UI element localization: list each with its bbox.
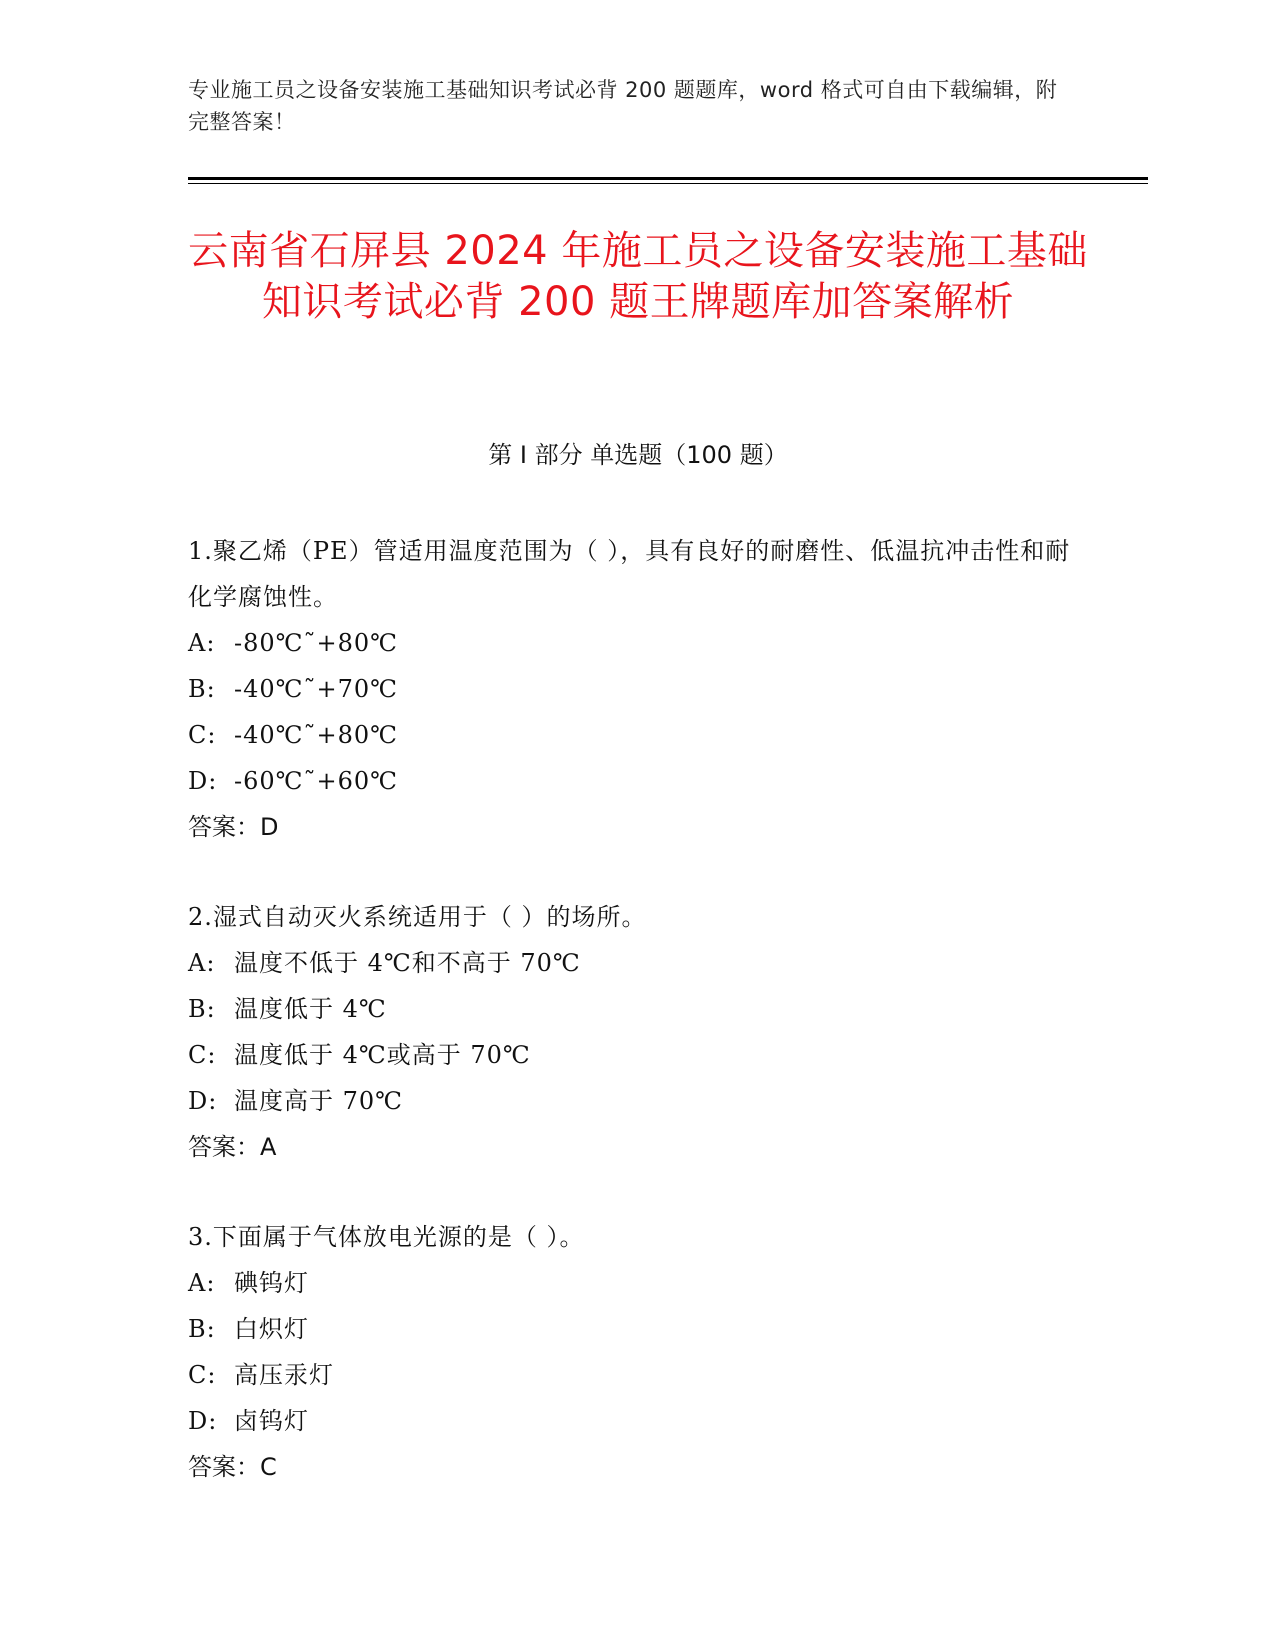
option-text: 温度低于 4℃ [234,995,387,1023]
option-letter: B: [188,995,216,1023]
option-text: 白炽灯 [234,1315,309,1343]
answer-line: 答案：C [188,1453,277,1481]
option-letter: A: [188,629,216,657]
option-letter: A: [188,1269,216,1297]
option-b [188,986,1088,1032]
header-rule-thick [188,177,1148,180]
option-text: 温度低于 4℃或高于 70℃ [234,1041,531,1069]
question-3 [188,1214,1088,1490]
option-text: 温度高于 70℃ [234,1087,404,1115]
header-rule-thin [188,183,1148,184]
option-letter: B: [188,675,216,703]
answer-line: 答案：A [188,1133,277,1161]
option-text: -80℃˜+80℃ [234,629,398,657]
option-letter: C: [188,721,217,749]
section-title: 第 I 部分 单选题（100 题） [488,441,788,469]
option-text: -40℃˜+70℃ [234,675,398,703]
question-2 [188,894,1088,1170]
option-d [188,758,1088,804]
option-letter: B: [188,1315,216,1343]
option-text: 温度不低于 4℃和不高于 70℃ [234,949,581,977]
option-a [188,620,1088,666]
option-text: 高压汞灯 [234,1361,334,1389]
document-title: 云南省石屏县 2024 年施工员之设备安装施工基础知识考试必背 200 题王牌题库加答案解析 [188,228,1088,325]
question-stem: 1.聚乙烯（PE）管适用温度范围为（ ），具有良好的耐磨性、低温抗冲击性和耐化学腐蚀性。 [188,537,1071,611]
option-b [188,666,1088,712]
option-text: 碘钨灯 [234,1269,309,1297]
question-stem: 3.下面属于气体放电光源的是（ ）。 [188,1223,585,1251]
option-text: 卤钨灯 [234,1407,309,1435]
answer-line: 答案：D [188,813,279,841]
option-text: -40℃˜+80℃ [234,721,398,749]
option-d [188,1078,1088,1124]
option-c [188,712,1088,758]
question-stem: 2.湿式自动灭火系统适用于（ ）的场所。 [188,903,647,931]
option-letter: D: [188,1407,218,1435]
option-letter: C: [188,1041,217,1069]
option-letter: D: [188,1087,218,1115]
option-d [188,1398,1088,1444]
option-c [188,1352,1088,1398]
header-note: 专业施工员之设备安装施工基础知识考试必背 200 题题库，word 格式可自由下载编辑，附完整答案！ [188,78,1058,134]
option-letter: A: [188,949,216,977]
option-letter: D: [188,767,218,795]
option-a [188,1260,1088,1306]
option-a [188,940,1088,986]
question-1 [188,528,1088,850]
option-b [188,1306,1088,1352]
option-text: -60℃˜+60℃ [234,767,398,795]
option-letter: C: [188,1361,217,1389]
option-c [188,1032,1088,1078]
question-list [188,528,1088,1534]
